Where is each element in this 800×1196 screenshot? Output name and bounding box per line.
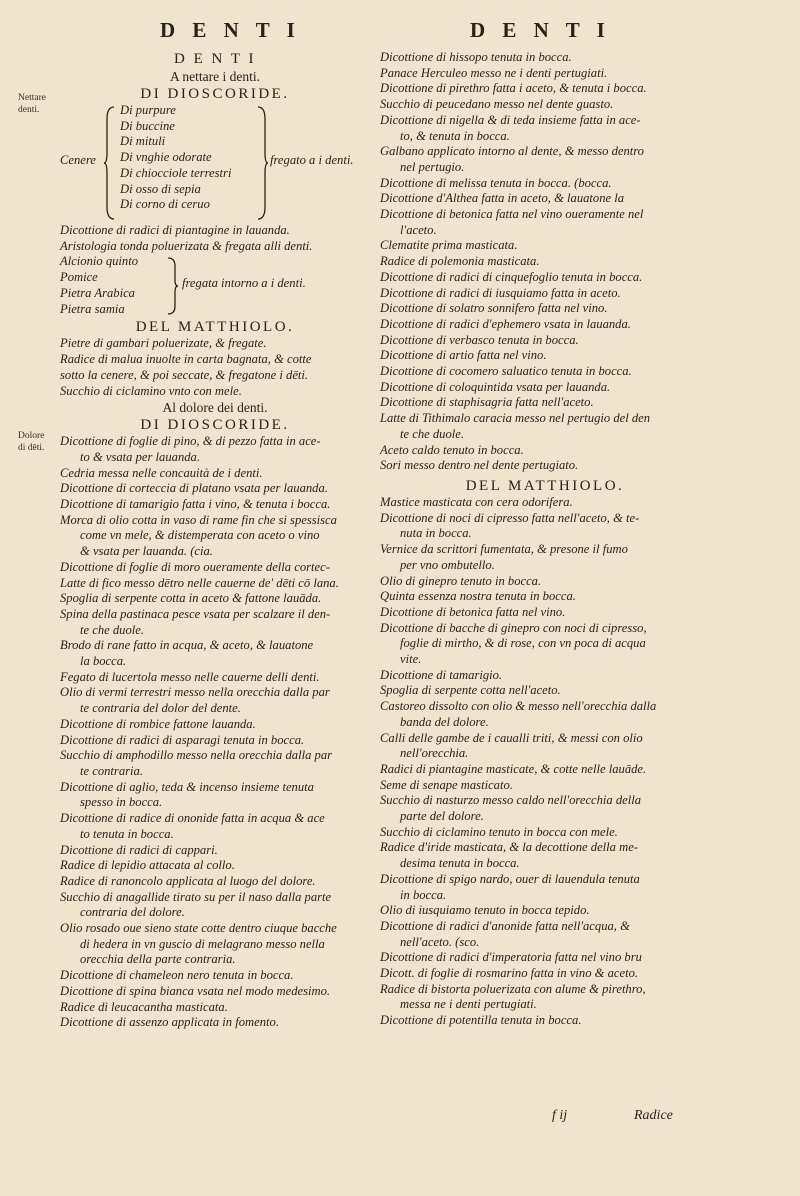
remedy-line: l'aceto.: [400, 222, 437, 237]
signature-mark: f ij: [552, 1108, 568, 1123]
remedy-line: Dicottione di radici di asparagi tenuta in bocca.: [60, 732, 305, 747]
remedy-line: te che duole.: [80, 622, 144, 637]
remedy-line: Seme di senape masticato.: [380, 777, 513, 792]
remedy-line: to, & tenuta in bocca.: [400, 128, 510, 143]
remedy-line: nell'aceto. (sco.: [400, 934, 480, 949]
remedy-line: to tenuta in bocca.: [80, 826, 174, 841]
group-item: Di osso di sepia: [120, 181, 201, 196]
source-heading: DEL MATTHIOLO.: [465, 477, 625, 494]
remedy-line: Dicottione di radici d'ephemero vsata in lauanda.: [380, 316, 631, 331]
remedy-line: nell'orecchia.: [400, 746, 469, 761]
remedy-line: Dicottione di hissopo tenuta in bocca.: [380, 50, 572, 64]
margin-note-dolore: [18, 430, 44, 454]
remedy-line: te contraria.: [80, 763, 143, 778]
remedy-line: Dicottione di coloquintida vsata per lauanda.: [380, 379, 611, 394]
remedy-line: Dicottione di potentilla tenuta in bocca.: [380, 1013, 582, 1028]
remedy-line: parte del dolore.: [400, 809, 484, 824]
remedy-line: Brodo di rane fatto in acqua, & aceto, & lauatone: [60, 638, 314, 653]
group-item: Di buccine: [120, 118, 175, 133]
remedy-line: Morca di olio cotta in vaso di rame fin che si spessisca: [60, 512, 337, 527]
remedy-line: to & vsata per lauanda.: [80, 449, 200, 464]
remedy-line: Spoglia di serpente cotta in aceto & fattone lauāda.: [60, 591, 322, 606]
remedy-line: nuta in bocca.: [400, 526, 472, 541]
remedy-line: Dicottione di radici di cinquefoglio tenuta in bocca.: [380, 269, 643, 284]
remedy-line: di hedera in vn guscio di melagrano messo nella: [80, 936, 325, 951]
remedy-line: Dicottione di radici di iusquiamo fatta in aceto.: [380, 285, 621, 300]
group-item: Di corno di ceruo: [120, 197, 210, 212]
right-brace-icon: [256, 105, 268, 221]
remedy-line: Dicottione di staphisagria fatta nell'aceto.: [380, 395, 594, 410]
remedy-line: Dicottione di spigo nardo, ouer di lauendula tenuta: [380, 871, 640, 886]
source-heading: DEL MATTHIOLO.: [135, 319, 295, 336]
remedy-line: Radice di leucacantha masticata.: [60, 999, 228, 1014]
remedy-line: Latte di Tithimalo caracia messo nel pertugio del den: [380, 411, 651, 426]
remedy-line: come vn mele, & distemperata con aceto o vino: [80, 528, 320, 543]
source-heading: DI DIOSCORIDE.: [140, 86, 290, 102]
remedy-line: Dicottione di tamarigio.: [380, 667, 503, 682]
group-right-label: fregato a i denti.: [270, 153, 354, 167]
remedy-line: Dicottione di spina bianca vsata nel modo medesimo.: [60, 983, 331, 998]
left-brace-icon: [104, 105, 116, 221]
remedy-line: Dicottione di artio fatta nel vino.: [380, 348, 547, 363]
section-subtitle: A nettare i denti.: [170, 69, 260, 84]
remedy-line: foglie di mirtho, & di rose, con vn poca di acqua: [400, 636, 646, 651]
remedy-line: te contraria del dolor del dente.: [80, 701, 241, 716]
group-item: Di chiocciole terrestri: [120, 165, 232, 180]
remedy-line: contraria del dolore.: [80, 905, 185, 920]
bracket-group-cenere: [60, 103, 370, 223]
remedy-line: Dicottione di radici d'anonide fatta nell'acqua, &: [380, 918, 630, 933]
remedy-line: Olio rosado oue sieno state cotte dentro ciuque bacche: [60, 921, 337, 936]
margin-note-nettare: [18, 92, 46, 116]
remedy-line: orecchia della parte contraria.: [80, 952, 236, 967]
remedy-line: Vernice da scrittori fumentata, & presone il fumo: [380, 542, 628, 557]
remedy-line: Dicottione di radice di ononide fatta in acqua & ace: [60, 811, 325, 826]
remedy-line: sotto la cenere, & poi seccate, & fregatone i dēti.: [60, 367, 309, 382]
remedy-line: Sori messo dentro nel dente pertugiato.: [380, 458, 579, 473]
remedy-list: [60, 434, 370, 1031]
remedy-line: la bocca.: [80, 654, 127, 669]
group-item: Di purpure: [120, 103, 176, 117]
right-column: [380, 50, 710, 1029]
catchword: Radice: [634, 1108, 673, 1123]
remedy-list: [60, 336, 370, 399]
remedy-line: Aristologia tonda poluerizata & fregata alli denti.: [60, 238, 313, 253]
remedy-line: banda del dolore.: [400, 714, 489, 729]
remedy-line: Dicottione di corteccia di platano vsata per lauanda.: [60, 481, 328, 496]
remedy-line: te che duole.: [400, 426, 464, 441]
group-item: Pomice: [60, 270, 98, 285]
right-brace-icon: [166, 256, 178, 316]
remedy-line: Dicottione di betonica fatta nel vino oueramente nel: [380, 207, 644, 222]
remedy-line: Spoglia di serpente cotta nell'aceto.: [380, 683, 561, 698]
remedy-line: Dicottione di chameleon nero tenuta in bocca.: [60, 968, 294, 983]
remedy-line: Olio di vermi terrestri messo nella orecchia dalla par: [60, 685, 330, 700]
remedy-line: Succhio di ciclamino tenuto in bocca con mele.: [380, 824, 618, 839]
section-title: D E N T I: [174, 51, 256, 67]
remedy-line: Dicottione di radici di cappari.: [60, 842, 218, 857]
remedy-line: nel pertugio.: [400, 159, 465, 174]
left-column: [60, 50, 370, 1031]
remedy-line: Quinta essenza nostra tenuta in bocca.: [380, 589, 576, 604]
group-item: Pietra samia: [60, 301, 125, 316]
remedy-line: Cedria messa nelle concauità de i denti.: [60, 465, 263, 480]
remedy-line: Dicottione di tamarigio fatta i vino, & tenuta i bocca.: [60, 497, 331, 512]
running-head-left: D E N T I: [160, 18, 301, 42]
remedy-line: Succhio di peucedano messo nel dente guasto.: [380, 97, 614, 112]
remedy-line: spesso in bocca.: [80, 795, 163, 810]
remedy-line: Radice d'iride masticata, & la decottione della me-: [380, 840, 639, 855]
running-head-right: D E N T I: [470, 18, 611, 42]
remedy-line: Dicottione di cocomero saluatico tenuta in bocca.: [380, 364, 632, 379]
remedy-line: desima tenuta in bocca.: [400, 856, 520, 871]
remedy-line: Dicottione di radici di piantagine in lauanda.: [60, 223, 290, 237]
remedy-line: Pietre di gambari poluerizate, & fregate.: [60, 336, 267, 351]
remedy-line: Dicottione di solatro sonnifero fatta nel vino.: [380, 301, 608, 316]
remedy-line: Clematite prima masticata.: [380, 238, 518, 253]
remedy-line: Radice di bistorta poluerizata con alume & pirethro,: [380, 981, 646, 996]
remedy-line: Radice di malua inuolte in carta bagnata, & cotte: [60, 352, 312, 367]
remedy-line: & vsata per lauanda. (cia.: [80, 544, 213, 559]
remedy-line: Dicottione di betonica fatta nel vino.: [380, 604, 566, 619]
remedy-line: Castoreo dissolto con olio & messo nell'orecchia dalla: [380, 699, 657, 714]
remedy-line: Dicottione di melissa tenuta in bocca. (bocca.: [380, 175, 612, 190]
bracket-group-pomice: [60, 254, 370, 318]
source-heading: DI DIOSCORIDE.: [140, 417, 290, 434]
group-item: Pietra Arabica: [60, 285, 135, 300]
remedy-line: Dicottione di noci di cipresso fatta nell'aceto, & te-: [380, 510, 640, 525]
section-subtitle: Al dolore dei denti.: [162, 400, 268, 416]
remedy-line: Radice di ranoncolo applicata al luogo del dolore.: [60, 873, 316, 888]
margin-note-line: Dolore: [18, 431, 45, 441]
remedy-line: Radice di polemonia masticata.: [380, 254, 540, 269]
group-item: Alcionio quinto: [60, 254, 139, 269]
remedy-line: Olio di iusquiamo tenuto in bocca tepido.: [380, 903, 590, 918]
remedy-line: Galbano applicato intorno al dente, & messo dentro: [380, 144, 644, 159]
remedy-line: Dicottione di foglie di pino, & di pezzo fatta in ace-: [60, 434, 321, 449]
remedy-line: Dicottione di aglio, teda & incenso insieme tenuta: [60, 779, 314, 794]
remedy-line: Panace Herculeo messo ne i denti pertugiati.: [380, 65, 608, 80]
remedy-line: Mastice masticata con cera odorifera.: [380, 494, 573, 509]
remedy-line: Succhio di ciclamino vnto con mele.: [60, 383, 242, 398]
remedy-line: Dicottione di foglie di moro oueramente della cortec-: [60, 559, 330, 574]
remedy-line: Succhio di amphodillo messo nella orecchia dalla par: [60, 748, 333, 763]
remedy-line: in bocca.: [400, 887, 447, 902]
remedy-line: Radice di lepidio attacata al collo.: [60, 858, 235, 873]
remedy-line: Dicottione di bacche di ginepro con noci di cipresso,: [380, 620, 647, 635]
margin-note-line: Nettare: [18, 93, 46, 103]
group-right-label: fregata intorno a i denti.: [182, 276, 306, 291]
remedy-list: [380, 50, 710, 474]
remedy-line: Dicottione di assenzo applicata in fomento.: [60, 1015, 279, 1030]
remedy-line: Fegato di lucertola messo nelle cauerne delli denti.: [60, 669, 320, 684]
remedy-line: messa ne i denti pertugiati.: [400, 997, 537, 1012]
remedy-line: Spina della pastinaca pesce vsata per scalzare il den-: [60, 606, 331, 621]
remedy-line: Aceto caldo tenuto in bocca.: [380, 442, 524, 457]
remedy-line: Dicottione di rombice fattone lauanda.: [60, 716, 256, 731]
remedy-line: Radici di piantagine masticate, & cotte nelle lauāde.: [380, 761, 647, 776]
group-item: Di vnghie odorate: [120, 150, 212, 165]
remedy-line: Succhio di nasturzo messo caldo nell'orecchia della: [380, 793, 642, 808]
remedy-line: Dicottione di pirethro fatta i aceto, & tenuta i bocca.: [380, 81, 647, 96]
remedy-line: Succhio di anagallide tirato su per il naso dalla parte: [60, 889, 332, 904]
remedy-line: vite.: [400, 652, 422, 667]
remedy-line: Dicottione di nigella & di teda insieme fatta in ace-: [380, 112, 641, 127]
group-left-label: Cenere: [60, 153, 96, 167]
remedy-line: Olio di ginepro tenuto in bocca.: [380, 573, 542, 588]
remedy-line: Dicottione di verbasco tenuta in bocca.: [380, 332, 579, 347]
remedy-line: Calli delle gambe de i caualli triti, & messi con olio: [380, 730, 643, 745]
remedy-list: [380, 495, 710, 1029]
group-item: Di mituli: [120, 134, 166, 149]
remedy-line: Dicott. di foglie di rosmarino fatta in vino & aceto.: [380, 966, 639, 981]
remedy-line: Dicottione di radici d'imperatoria fatta nel vino bru: [380, 950, 642, 965]
remedy-line: Dicottione d'Althea fatta in aceto, & lauatone la: [380, 191, 625, 206]
margin-note-line: di dēti.: [18, 443, 45, 453]
margin-note-line: denti.: [18, 105, 40, 115]
remedy-line: Latte di fico messo dētro nelle cauerne de' dēti cō lana.: [60, 575, 339, 590]
remedy-line: per vno ombutello.: [400, 557, 495, 572]
